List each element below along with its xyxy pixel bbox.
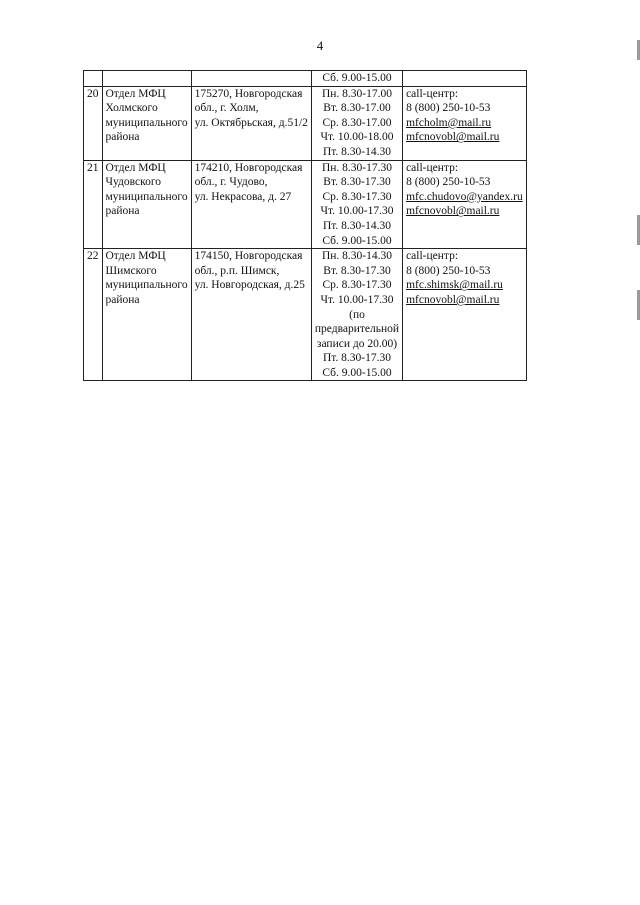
address-cell: [191, 160, 311, 249]
hours-line: Пн. 8.30-17.30: [321, 161, 393, 174]
office-name-line: Шимского: [105, 264, 157, 277]
call-center-label: call-центр:: [406, 161, 459, 174]
row-number-cell: [84, 249, 103, 381]
contact-cell: [403, 160, 527, 249]
table-body: [84, 71, 527, 381]
office-name-line: Чудовского: [105, 176, 162, 189]
email-link[interactable]: mfcnovobl@mail.ru: [406, 131, 500, 144]
hours-line: Сб. 9.00-15.00: [322, 72, 392, 84]
row-number: 21: [87, 161, 99, 174]
office-name-line: Отдел МФЦ: [105, 161, 166, 174]
hours-line: Пт. 8.30-14.30: [322, 145, 392, 158]
hours-line: Ср. 8.30-17.30: [322, 279, 392, 292]
hours-line: Вт. 8.30-17.30: [323, 176, 391, 189]
continuation-hours-cell: [311, 71, 402, 87]
address-line: обл., р.п. Шимск,: [194, 264, 280, 277]
email-link[interactable]: mfc.shimsk@mail.ru: [406, 279, 503, 292]
address-line: ул. Октябрьская, д.51/2: [194, 116, 308, 129]
office-name-line: муниципального: [105, 190, 188, 203]
row-number: 22: [87, 250, 99, 263]
hours-cell: [311, 249, 402, 381]
office-name-line: Отдел МФЦ: [105, 250, 166, 263]
continuation-row: [84, 71, 527, 87]
address-line: обл., г. Чудово,: [194, 176, 268, 189]
hours-line: Пн. 8.30-14.30: [321, 250, 393, 263]
phone-number: 8 (800) 250-10-53: [406, 264, 491, 277]
hours-line: Вт. 8.30-17.00: [323, 102, 391, 115]
row-number-cell: [84, 86, 103, 160]
table-row: [84, 86, 527, 160]
address-line: 174210, Новгородская: [194, 161, 303, 174]
row-number-cell: [84, 160, 103, 249]
call-center-label: call-центр:: [406, 250, 459, 263]
hours-line: (по: [349, 308, 365, 321]
hours-cell: [311, 160, 402, 249]
office-name-line: муниципального: [105, 279, 188, 292]
phone-number: 8 (800) 250-10-53: [406, 102, 491, 115]
address-cell: [191, 86, 311, 160]
hours-line: Чт. 10.00-17.30: [320, 293, 394, 306]
office-name-line: района: [105, 205, 140, 218]
office-name-cell: [102, 249, 191, 381]
contact-cell: [403, 249, 527, 381]
email-link[interactable]: mfcholm@mail.ru: [406, 116, 492, 129]
hours-line: Ср. 8.30-17.30: [322, 190, 392, 203]
office-name-line: района: [105, 131, 140, 144]
office-name-line: Отдел МФЦ: [105, 87, 166, 100]
office-name-line: муниципального: [105, 116, 188, 129]
continuation-name-cell: [102, 71, 191, 87]
page-number: 4: [316, 38, 324, 53]
office-name-cell: [102, 86, 191, 160]
email-link[interactable]: mfc.chudovo@yandex.ru: [406, 190, 523, 203]
address-line: 174150, Новгородская: [194, 250, 303, 263]
address-line: ул. Некрасова, д. 27: [194, 190, 292, 203]
hours-cell: [311, 86, 402, 160]
hours-line: Пт. 8.30-14.30: [322, 219, 392, 232]
email-link[interactable]: mfcnovobl@mail.ru: [406, 205, 500, 218]
hours-line: записи до 20.00): [316, 337, 398, 350]
hours-line: Чт. 10.00-18.00: [320, 131, 394, 144]
office-name-cell: [102, 160, 191, 249]
hours-line: Пт. 8.30-17.30: [322, 352, 392, 365]
hours-line: Ср. 8.30-17.00: [322, 116, 392, 129]
call-center-label: call-центр:: [406, 87, 459, 100]
hours-line: Сб. 9.00-15.00: [322, 366, 392, 379]
office-name-line: района: [105, 293, 140, 306]
hours-line: Сб. 9.00-15.00: [322, 234, 392, 247]
continuation-contact-cell: [403, 71, 527, 87]
table-row: [84, 249, 527, 381]
address-line: ул. Новгородская, д.25: [194, 279, 305, 292]
hours-line: предварительной: [314, 323, 400, 336]
continuation-address-cell: [191, 71, 311, 87]
phone-number: 8 (800) 250-10-53: [406, 176, 491, 189]
hours-line: Пн. 8.30-17.00: [321, 87, 393, 100]
email-link[interactable]: mfcnovobl@mail.ru: [406, 293, 500, 306]
office-name-line: Холмского: [105, 102, 158, 115]
contact-cell: [403, 86, 527, 160]
address-line: обл., г. Холм,: [194, 102, 259, 115]
hours-line: Чт. 10.00-17.30: [320, 205, 394, 218]
mfc-offices-table: [83, 70, 527, 381]
row-number: 20: [87, 87, 99, 100]
address-line: 175270, Новгородская: [194, 87, 303, 100]
address-cell: [191, 249, 311, 381]
hours-line: Вт. 8.30-17.30: [323, 264, 391, 277]
continuation-num-cell: [84, 71, 103, 87]
table-row: [84, 160, 527, 249]
